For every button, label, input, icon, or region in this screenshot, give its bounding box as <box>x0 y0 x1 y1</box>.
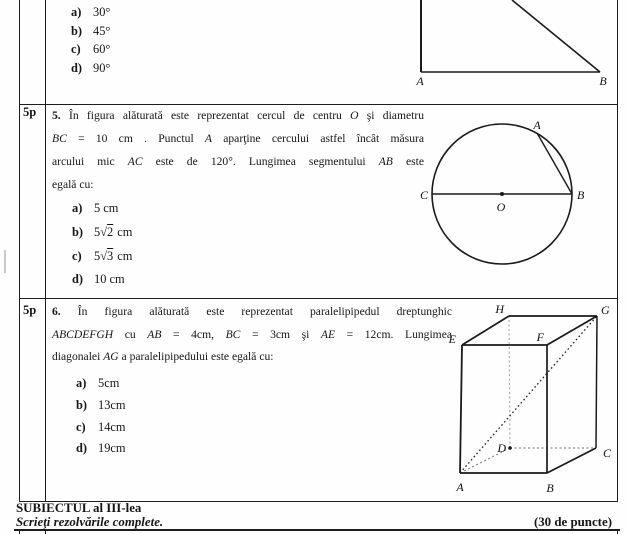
option-letter: a) <box>72 201 83 215</box>
option-value: 45° <box>93 24 111 38</box>
answer-option <box>71 61 110 76</box>
option-value: 5√2 cm <box>94 225 133 239</box>
answer-option <box>76 376 119 391</box>
option-value: 10 cm <box>94 272 125 286</box>
answer-option <box>76 398 126 413</box>
center-dot <box>500 192 504 196</box>
radical-sign: √ <box>100 249 108 263</box>
edge-dh <box>509 316 510 448</box>
table-column-divider <box>45 0 46 501</box>
vertex-label-f: F <box>536 330 544 344</box>
center-label-o: O <box>496 200 506 214</box>
vertex-label-d: D <box>497 441 506 455</box>
chord-ab <box>537 133 572 194</box>
vertex-d-dot <box>508 446 512 450</box>
radical-sign: √ <box>100 225 108 239</box>
option-letter: c) <box>71 42 81 56</box>
option-letter: d) <box>76 441 88 455</box>
circle-figure <box>408 108 614 280</box>
edge-ae <box>460 345 462 473</box>
points-cell-q5: 5p <box>23 105 37 119</box>
triangle-figure <box>410 0 615 92</box>
answer-option <box>72 225 132 240</box>
option-value: 60° <box>93 42 111 56</box>
option-letter: c) <box>76 420 86 434</box>
option-letter: b) <box>72 225 84 239</box>
section-title: SUBIECTUL al III-lea <box>16 501 142 515</box>
vertex-label-g: G <box>601 303 610 317</box>
answer-option <box>72 272 125 287</box>
edge-he <box>462 316 509 345</box>
vertex-label-b: B <box>546 481 554 495</box>
vertex-label-e: E <box>448 332 456 346</box>
vertex-label-a: A <box>456 480 464 494</box>
question5-text: 5. În figura alăturată este reprezentat cercul de centru O şi diametru BC = 10 cm . Punctul A aparţine cercului astfel încât măsura arcului mic AC este de 120°. Lungimea segmentului AB este egală cu: <box>52 109 424 191</box>
diagonal-ag <box>460 316 597 473</box>
edge-bc <box>547 448 596 473</box>
question6-text: 6. În figura alăturată este reprezentat paralelipipedul dreptunghic ABCDEFGH cu AB = 4cm, BC = 3cm şi AE = 12cm. Lungimea diagonalei AG a paralelipipedului este egală cu: <box>52 305 453 363</box>
section-points: (30 de puncte) <box>533 515 612 529</box>
vertex-label-c: C <box>603 446 612 460</box>
answer-option <box>71 24 110 39</box>
vertex-label-h: H <box>495 302 504 316</box>
option-value: 5√3 cm <box>94 249 133 263</box>
row-divider-q6 <box>19 298 618 299</box>
option-value: 14cm <box>98 420 126 434</box>
vertex-label-a: A <box>416 74 424 88</box>
option-letter: b) <box>76 398 88 412</box>
vertex-label-b: B <box>599 74 607 88</box>
option-letter: c) <box>72 249 82 263</box>
scan-smudge <box>4 250 6 273</box>
option-value: 90° <box>93 61 111 75</box>
option-letter: d) <box>72 272 84 286</box>
option-value: 13cm <box>98 398 126 412</box>
point-label-a: A <box>533 118 541 132</box>
section-instruction: Scrieţi rezolvările complete. <box>16 515 164 529</box>
answer-option <box>72 201 118 216</box>
option-letter: a) <box>76 376 87 390</box>
points-cell-q6: 5p <box>23 303 37 317</box>
answer-option <box>72 249 132 264</box>
option-value: 30° <box>93 5 111 19</box>
answer-option <box>71 42 110 57</box>
table-border-left <box>19 0 20 501</box>
edge-fg <box>547 316 597 345</box>
answer-option <box>71 5 110 20</box>
answer-option <box>76 420 126 435</box>
edge-cg <box>596 316 597 448</box>
answer-option <box>76 441 126 456</box>
triangle-hypotenuse <box>512 0 600 72</box>
option-value: 19cm <box>98 441 126 455</box>
point-label-c: C <box>419 188 428 202</box>
point-label-b: B <box>577 188 585 202</box>
parallelepiped-figure <box>440 300 620 500</box>
option-letter: d) <box>71 61 83 75</box>
option-value: 5cm <box>98 376 120 390</box>
option-letter: b) <box>71 24 83 38</box>
option-value: 5 cm <box>94 201 119 215</box>
option-letter: a) <box>71 5 82 19</box>
